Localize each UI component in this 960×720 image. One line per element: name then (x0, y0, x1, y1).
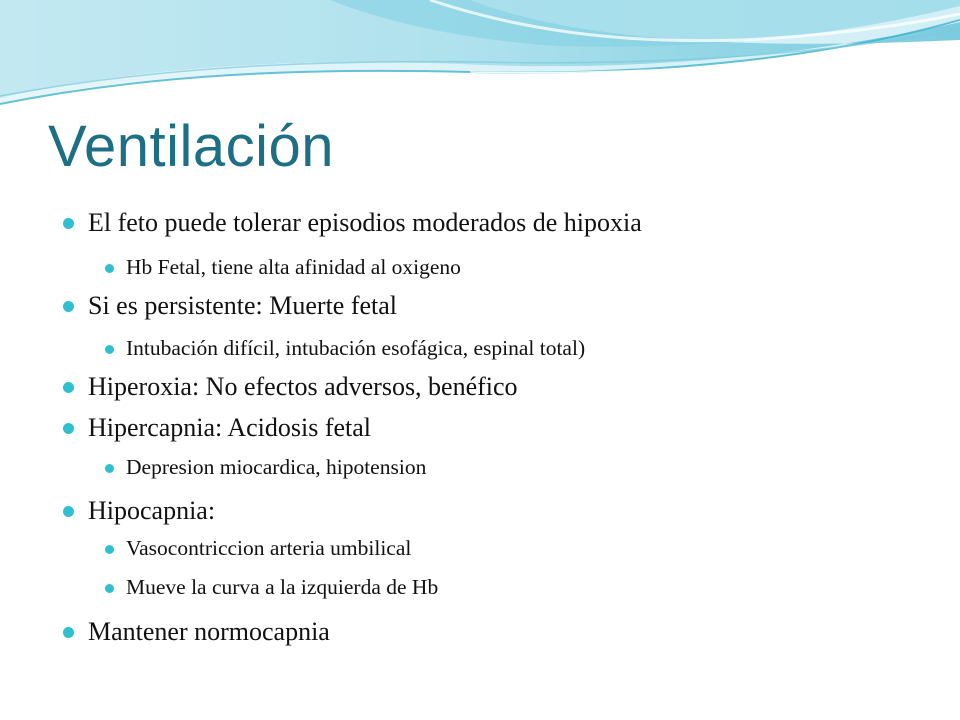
bullet-text: Intubación difícil, intubación esofágica, espinal total) (126, 336, 586, 360)
slide-title: Ventilación (48, 114, 335, 179)
sub-bullet-item (126, 457, 426, 479)
bullet-text: Si es persistente: Muerte fetal (88, 291, 398, 320)
bullet-dot-icon (63, 218, 74, 229)
sub-bullet-item (126, 257, 461, 279)
sub-bullet-item (126, 338, 585, 360)
bullet-dot-icon (105, 545, 114, 554)
bullet-text: Depresion miocardica, hipotension (126, 455, 427, 479)
bullet-text: Hiperoxia: No efectos adversos, benéfico (88, 372, 518, 401)
bullet-item (88, 293, 397, 319)
bullet-text: Hb Fetal, tiene alta afinidad al oxigeno (126, 255, 461, 279)
bullet-dot-icon (63, 627, 74, 638)
bullet-item (88, 210, 642, 236)
bullet-text: Mantener normocapnia (88, 617, 330, 646)
bullet-item (88, 498, 215, 524)
sub-bullet-item (126, 538, 411, 560)
bullet-text: Mueve la curva a la izquierda de Hb (126, 575, 439, 599)
bullet-text: El feto puede tolerar episodios moderados de hipoxia (88, 208, 642, 237)
bullet-dot-icon (105, 345, 114, 354)
bullet-dot-icon (63, 301, 74, 312)
bullet-dot-icon (105, 264, 114, 273)
bullet-text: Hipocapnia: (88, 496, 216, 525)
bullet-dot-icon (63, 382, 74, 393)
bullet-item (88, 374, 518, 400)
bullet-dot-icon (105, 464, 114, 473)
bullet-item (88, 619, 330, 645)
bullet-dot-icon (63, 423, 74, 434)
bullet-dot-icon (105, 584, 114, 593)
bullet-text: Hipercapnia: Acidosis fetal (88, 413, 372, 442)
bullet-item (88, 415, 371, 441)
bullet-text: Vasocontriccion arteria umbilical (126, 536, 412, 560)
bullet-dot-icon (63, 506, 74, 517)
sub-bullet-item (126, 577, 438, 599)
